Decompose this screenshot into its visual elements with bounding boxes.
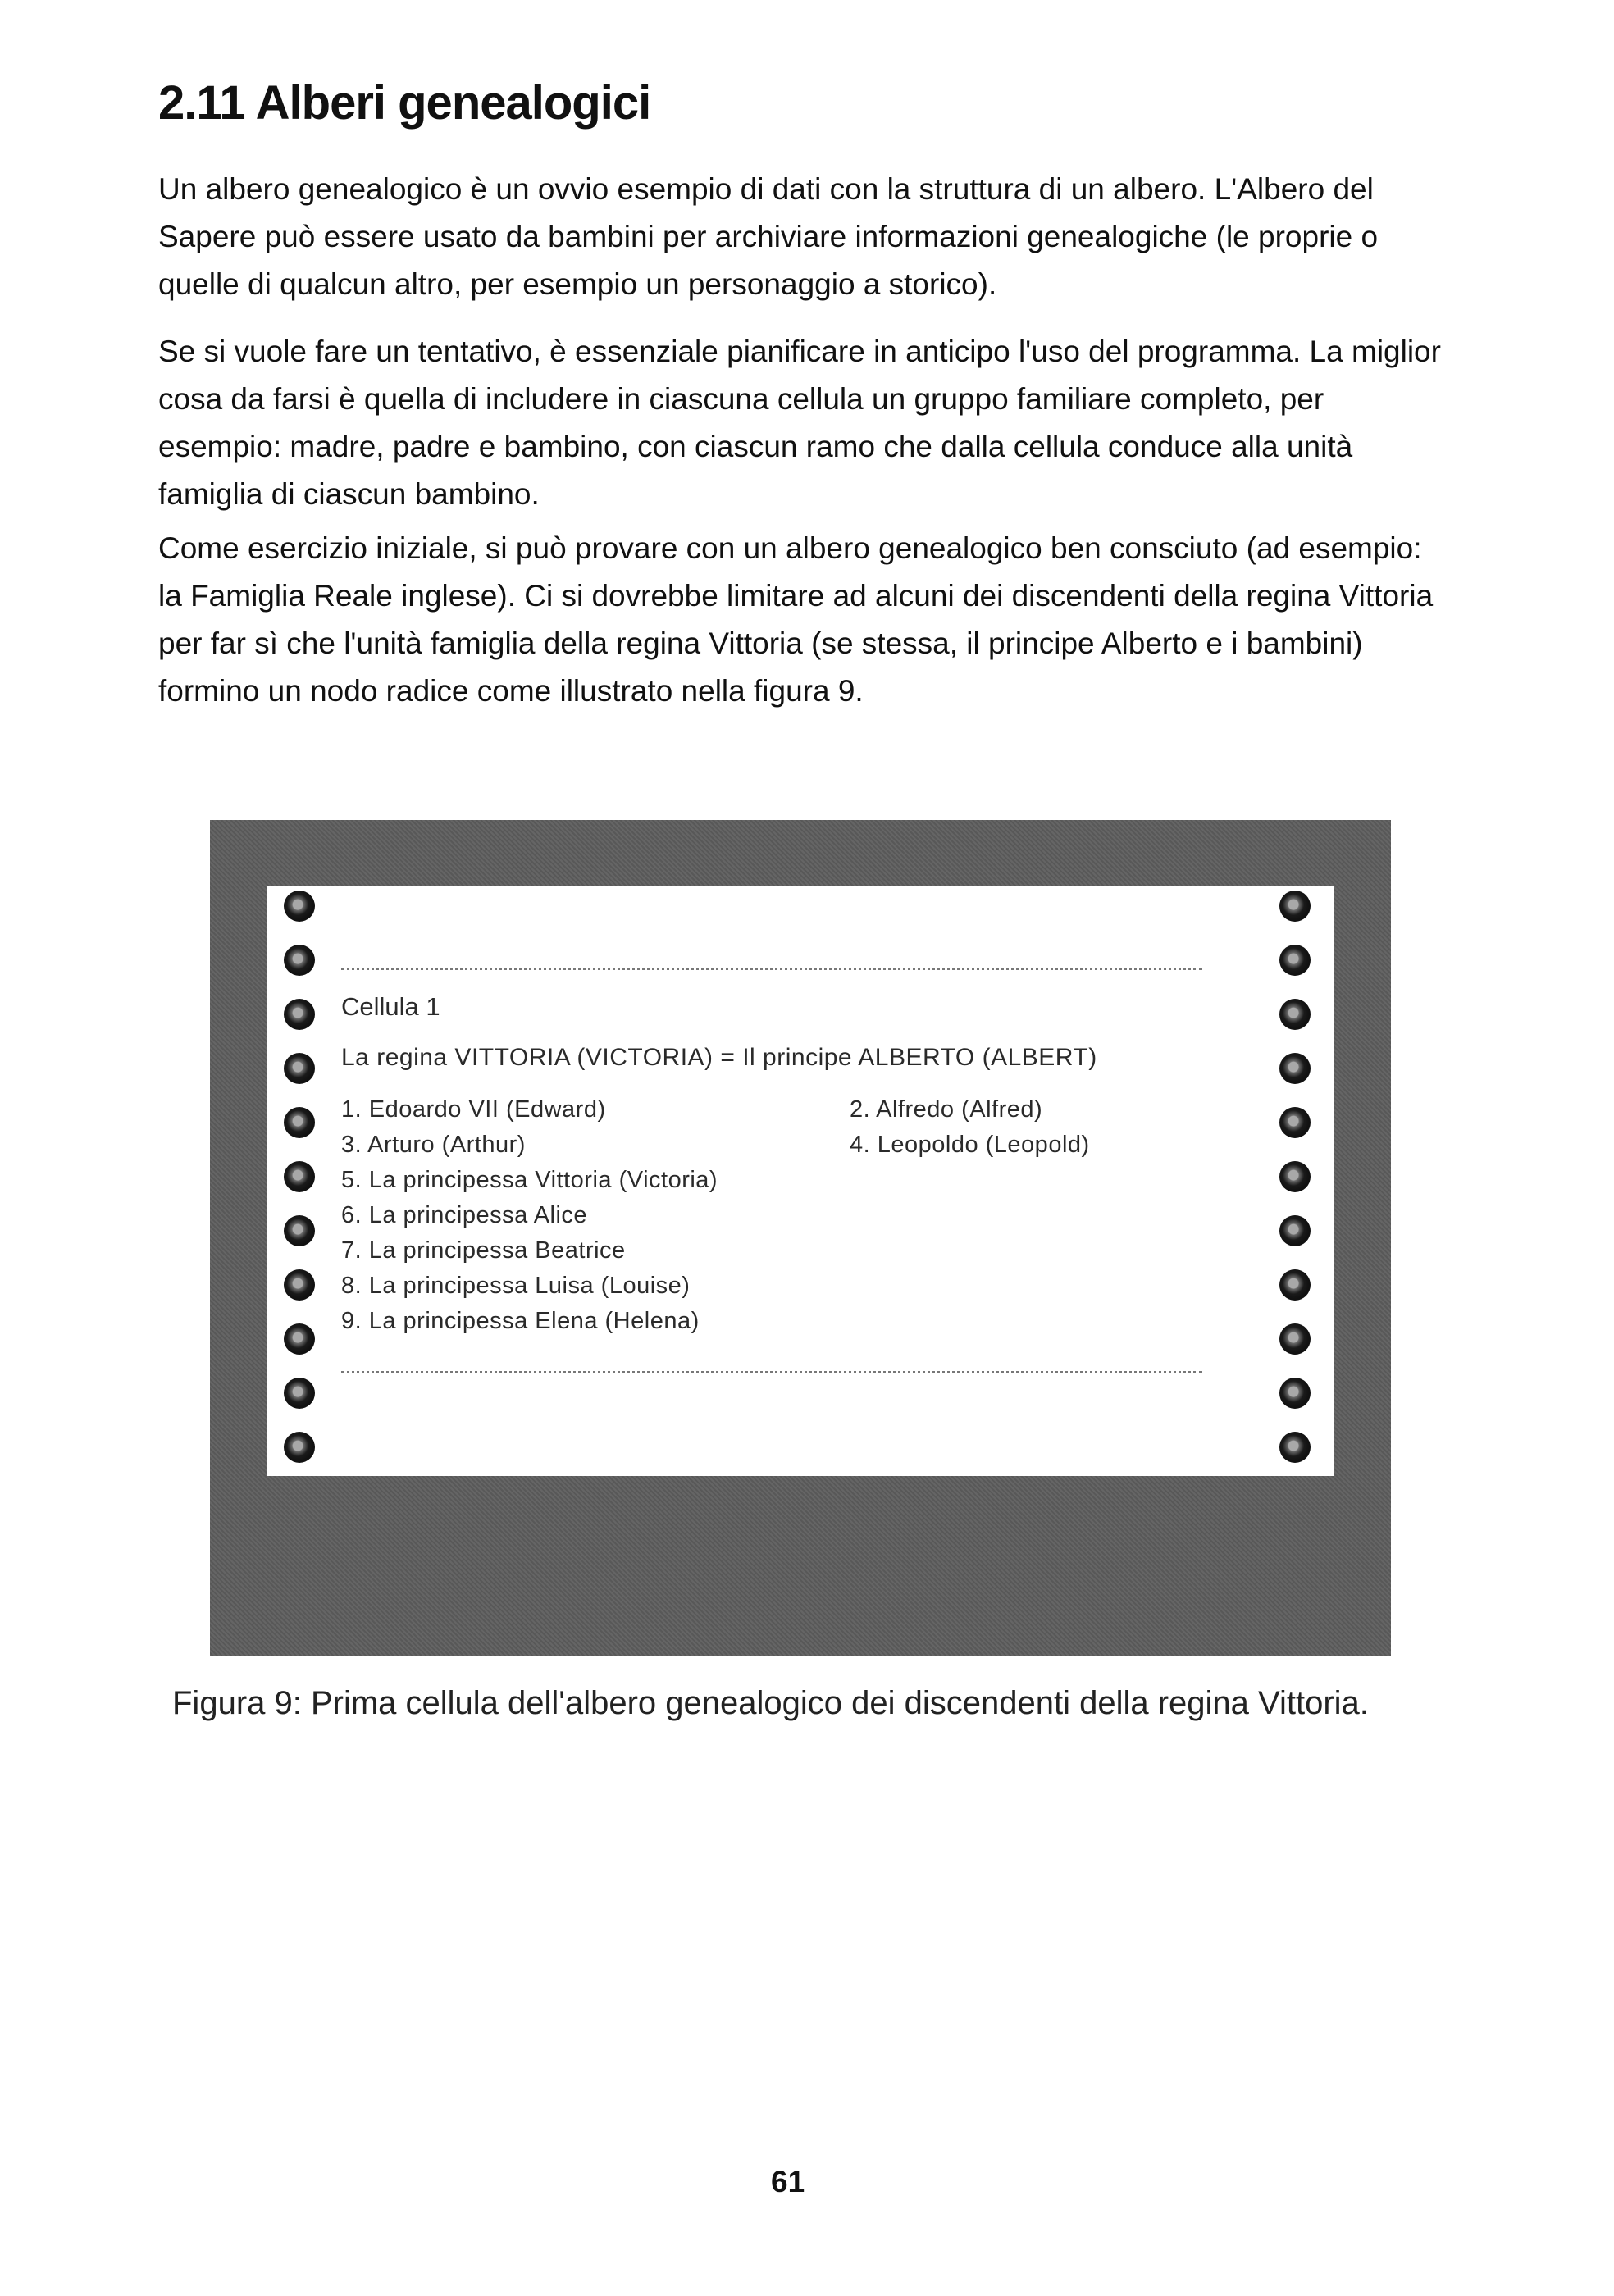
sprocket-hole-icon (284, 1053, 315, 1084)
royal-couple-line: La regina VITTORIA (VICTORIA) = Il principe ALBERTO (ALBERT) (341, 1044, 1097, 1071)
child-entry: 9. La principessa Elena (Helena) (341, 1308, 700, 1334)
sprocket-hole-icon (284, 1432, 315, 1463)
sprocket-hole-icon (284, 945, 315, 976)
sprocket-hole-icon (284, 1378, 315, 1409)
sprocket-hole-icon (284, 1323, 315, 1355)
child-entry: 8. La principessa Luisa (Louise) (341, 1273, 691, 1299)
sprocket-hole-icon (284, 1107, 315, 1138)
sprocket-hole-icon (284, 1269, 315, 1301)
top-dotted-divider (341, 968, 1202, 970)
left-tractor-holes (284, 886, 320, 1476)
child-entry: 2. Alfredo (Alfred) (850, 1096, 1043, 1123)
genealogy-cell (341, 935, 1202, 1394)
child-entry: 7. La principessa Beatrice (341, 1237, 626, 1264)
child-entry: 3. Arturo (Arthur) (341, 1132, 526, 1158)
cell-title: Cellula 1 (341, 992, 440, 1021)
sprocket-hole-icon (1279, 945, 1311, 976)
sprocket-hole-icon (1279, 1053, 1311, 1084)
sprocket-hole-icon (1279, 1432, 1311, 1463)
bottom-dotted-divider (341, 1371, 1202, 1374)
sprocket-hole-icon (1279, 1107, 1311, 1138)
figure-9-screenshot (210, 820, 1391, 1656)
sprocket-hole-icon (1279, 1215, 1311, 1246)
child-entry: 6. La principessa Alice (341, 1202, 588, 1228)
sprocket-hole-icon (1279, 999, 1311, 1030)
figure-caption: Figura 9: Prima cellula dell'albero genealogico dei discendenti della regina Vittoria. (172, 1685, 1369, 1721)
section-heading: 2.11 Alberi genealogici (158, 76, 651, 130)
paragraph-2: Se si vuole fare un tentativo, è essenziale pianificare in anticipo l'uso del programma. La miglior cosa da farsi è quella di includere in ciascuna cellula un gruppo familiare completo, per esempio: madre, padre e bambino, con ciascun ramo che dalla cellula conduce alla unità famiglia di ciascun bambino. (158, 335, 1441, 511)
child-entry: 4. Leopoldo (Leopold) (850, 1132, 1090, 1158)
sprocket-hole-icon (284, 1215, 315, 1246)
page-number: 61 (771, 2165, 805, 2198)
sprocket-hole-icon (1279, 1323, 1311, 1355)
paragraph-3: Come esercizio iniziale, si può provare con un albero genealogico ben consciuto (ad esempio: la Famiglia Reale inglese). Ci si dovrebbe limitare ad alcuni dei discendenti della regina Vittoria per far sì che l'unità famiglia della regina Vittoria (se stessa, il principe Alberto e i bambini) formino un nodo radice come illustrato nella figura 9. (158, 531, 1434, 708)
sprocket-hole-icon (284, 891, 315, 922)
sprocket-hole-icon (1279, 1378, 1311, 1409)
sprocket-hole-icon (1279, 1161, 1311, 1192)
sprocket-hole-icon (284, 1161, 315, 1192)
sprocket-hole-icon (284, 999, 315, 1030)
sprocket-hole-icon (1279, 891, 1311, 922)
paragraph-1: Un albero genealogico è un ovvio esempio di dati con la struttura di un albero. L'Albero del Sapere può essere usato da bambini per archiviare informazioni genealogiche (le proprie o quelle di qualcun altro, per esempio un personaggio a storico). (158, 172, 1379, 301)
printout-paper (267, 886, 1334, 1476)
right-tractor-holes (1279, 886, 1315, 1476)
sprocket-hole-icon (1279, 1269, 1311, 1301)
child-entry: 1. Edoardo VII (Edward) (341, 1096, 606, 1123)
child-entry: 5. La principessa Vittoria (Victoria) (341, 1167, 718, 1193)
